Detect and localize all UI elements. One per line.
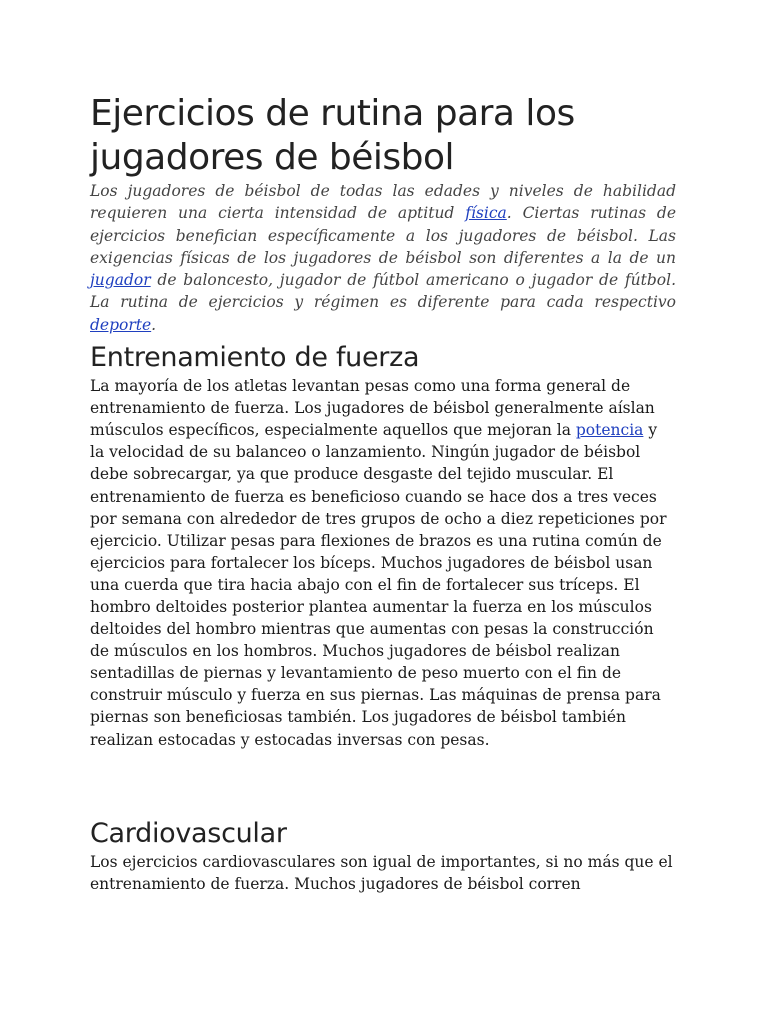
link-deporte[interactable]: deporte [90,315,152,334]
fuerza-text-1: La mayoría de los atletas levantan pesas como una forma general de entrenamiento de fuerza. Los jugadores de béisbol generalmente aíslan músculos específicos, especialmente aquellos que mejoran la [90,377,655,440]
document-page [90,92,676,895]
intro-text-2: . Ciertas rutinas de ejercicios benefician específicamente a los jugadores de béisbol. Las exigencias físicas de los jugadores de béisbol son diferentes a la de un [90,204,676,267]
intro-text-4: . [151,315,157,334]
link-potencia[interactable]: potencia [575,421,644,440]
section-body-cardiovascular: Los ejercicios cardiovasculares son igual de importantes, si no más que el entrenamiento de fuerza. Muchos jugadores de béisbol corren [90,852,673,893]
link-fisica[interactable]: física [465,204,507,223]
link-jugador[interactable]: jugador [90,271,151,290]
intro-text-3: de baloncesto, jugador de fútbol americano o jugador de fútbol. La rutina de ejercicios y régimen es diferente para cada respectivo [90,271,676,312]
article-intro [90,180,676,336]
section-spacer [90,751,676,805]
article-title: Ejercicios de rutina para los jugadores de béisbol [90,93,575,178]
section-body-fuerza [90,375,676,751]
fuerza-text-2: y la velocidad de su balanceo o lanzamiento. Ningún jugador de béisbol debe sobrecargar, ya que produce desgaste del tejido muscular. El entrenamiento de fuerza es beneficioso cuando se hace dos a tres veces por semana con alrededor de tres grupos de ocho a diez repeticiones por ejercicio. Utilizar pesas para flexiones de brazos es una rutina común de ejercicios para fortalecer los bíceps. Muchos jugadores de béisbol usan una cuerda que tira hacia abajo con el fin de fortalecer sus tríceps. El hombro deltoides posterior plantea aumentar la fuerza en los músculos deltoides del hombro mientras que aumentas con pesas la construcción de músculos en los hombros. Muchos jugadores de béisbol realizan sentadillas de piernas y levantamiento de peso muerto con el fin de construir músculo y fuerza en sus piernas. Las máquinas de prensa para piernas son beneficiosas también. Los jugadores de béisbol también realizan estocadas y estocadas inversas con pesas. [90,421,667,749]
intro-text-1: Los jugadores de béisbol de todas las edades y niveles de habilidad requieren una cierta intensidad de aptitud [90,182,676,223]
section-heading-cardiovascular: Cardiovascular [90,817,287,849]
section-heading-fuerza: Entrenamiento de fuerza [90,342,420,374]
